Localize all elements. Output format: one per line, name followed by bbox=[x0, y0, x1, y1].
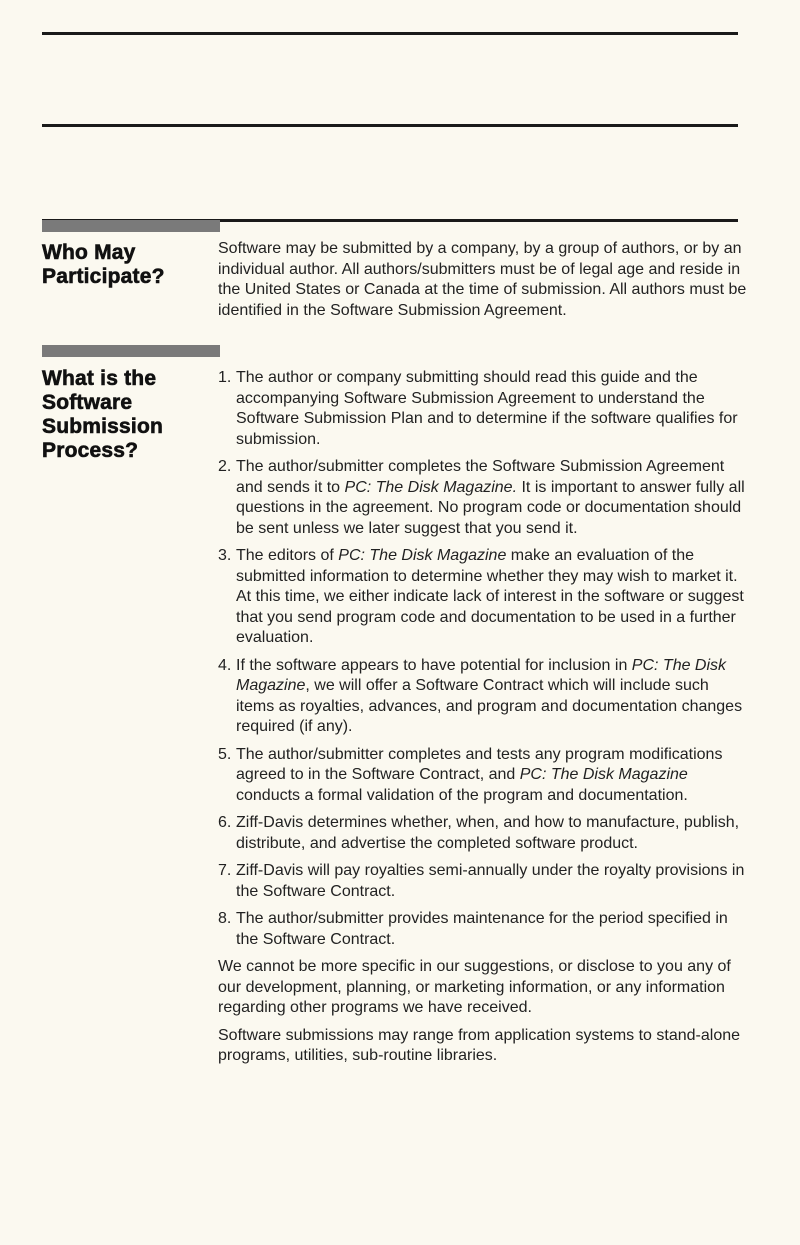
process-step bbox=[218, 745, 748, 807]
process-step bbox=[218, 546, 748, 649]
participation-paragraph: Software may be submitted by a company, by a group of authors, or by an individual author. All authors/submitters must be of legal age and reside in the United States or Canada at the time of submission. All authors must be identified in the Software Submission Agreement. bbox=[218, 240, 747, 319]
section-marker-bar bbox=[42, 345, 220, 357]
step-number: 8. bbox=[218, 910, 232, 927]
step-text: Ziff-Davis will pay royalties semi-annually under the royalty provisions in the Software Contract. bbox=[236, 862, 745, 900]
step-text: conducts a formal validation of the program and documentation. bbox=[236, 786, 688, 804]
step-number: 4. bbox=[218, 656, 232, 674]
top-rule bbox=[42, 32, 738, 35]
heading-submission-process: What is the Software Submission Process? bbox=[42, 367, 164, 462]
step-text: The author/submitter provides maintenance for the period specified in the Software Contract. bbox=[236, 910, 728, 948]
process-step bbox=[218, 368, 748, 450]
step-text: The author or company submitting should read this guide and the accompanying Software Submission Agreement to understand the Software Submission Plan and to determine if the software qualifies for submission. bbox=[236, 369, 738, 448]
step-text: It is important to answer fully all questions in the agreement. No program code or documentation should be sent unless we later suggest that you send it. bbox=[236, 478, 745, 537]
second-rule bbox=[42, 124, 738, 127]
submission-process-content bbox=[218, 368, 748, 1067]
step-text: Ziff-Davis determines whether, when, and how to manufacture, publish, distribute, and advertise the completed software product. bbox=[236, 814, 740, 852]
publication-title: PC: The Disk Magazine bbox=[519, 766, 688, 783]
publication-title: PC: The Disk Magazine bbox=[236, 656, 727, 694]
step-text: The editors of bbox=[236, 547, 339, 564]
publication-title: PC: The Disk Magazine. bbox=[344, 478, 518, 496]
closing-paragraph: Software submissions may range from application systems to stand-alone programs, utilities, sub-routine libraries. bbox=[218, 1026, 741, 1064]
step-text: , we will offer a Software Contract which will include such items as royalties, advances, and program and documentation changes required (if any). bbox=[236, 677, 743, 735]
step-text: If the software appears to have potential for inclusion in bbox=[236, 656, 632, 674]
step-number: 3. bbox=[218, 547, 232, 564]
process-step bbox=[218, 909, 748, 950]
step-number: 6. bbox=[218, 814, 232, 831]
section-marker-bar bbox=[42, 220, 220, 232]
step-text: The author/submitter completes the Software Submission Agreement and sends it to bbox=[236, 458, 725, 496]
process-steps-list bbox=[218, 368, 748, 950]
heading-who-may-participate: Who May Participate? bbox=[42, 241, 165, 288]
step-text: make an evaluation of the submitted information to determine whether they may wish to market it. At this time, we either indicate lack of interest in the software or suggest that you send program code and documentation to be used in a further evaluation. bbox=[236, 547, 744, 646]
step-number: 5. bbox=[218, 745, 232, 763]
closing-paragraph: We cannot be more specific in our suggestions, or disclose to you any of our development, planning, or marketing information, or any information regarding other programs we have received. bbox=[218, 958, 731, 1016]
publication-title: PC: The Disk Magazine bbox=[338, 547, 507, 564]
step-number: 7. bbox=[218, 862, 232, 879]
process-step bbox=[218, 656, 748, 738]
process-step bbox=[218, 457, 748, 539]
process-step bbox=[218, 813, 748, 854]
step-text: The author/submitter completes and tests any program modifications agreed to in the Software Contract, and bbox=[236, 745, 723, 783]
step-number: 2. bbox=[218, 458, 232, 475]
process-step bbox=[218, 861, 748, 902]
step-number: 1. bbox=[218, 369, 232, 386]
